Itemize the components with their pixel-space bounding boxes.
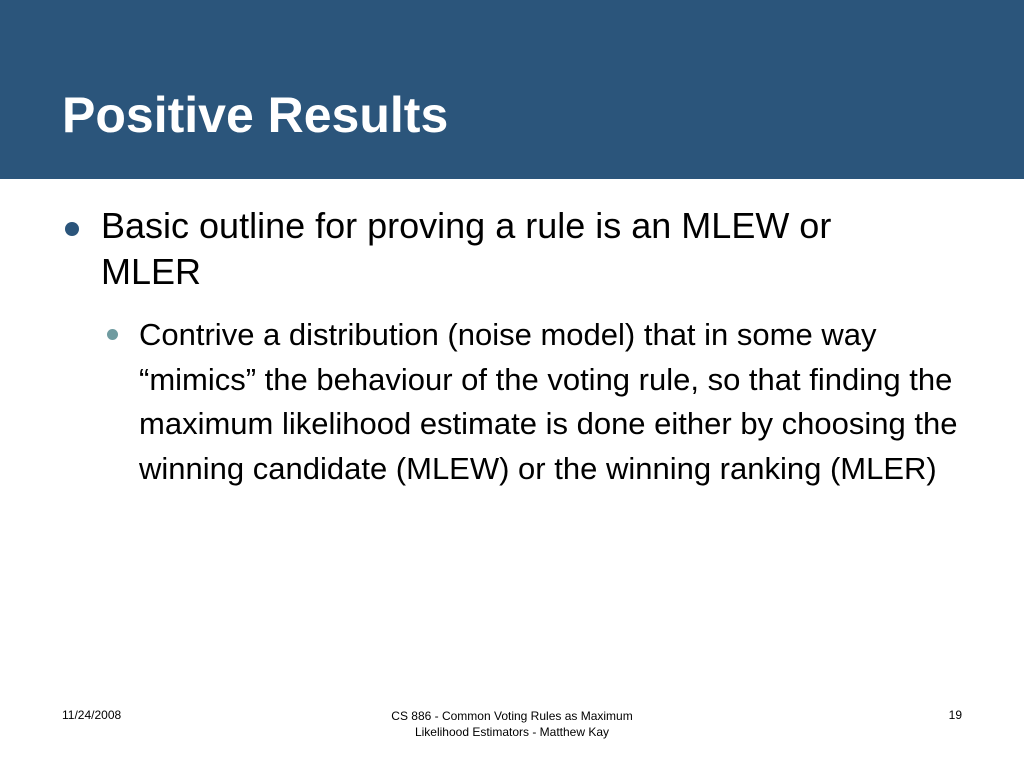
- footer-title: [312, 708, 712, 740]
- footer-title-line-2: Likelihood Estimators - Matthew Kay: [414, 725, 610, 739]
- bullet-dot-icon: [65, 222, 79, 236]
- title-band: [0, 0, 1024, 179]
- sub-bullet-dot-icon: [107, 329, 118, 340]
- footer-title-line-1: CS 886 - Common Voting Rules as Maximum: [391, 709, 633, 723]
- bullet-level-2: Contrive a distribution (noise model) that in some way “mimics” the behaviour of the voting rule, so that finding the maximum likelihood estimate is done either by choosing the winning candidate (MLEW) or the winning ranking (MLER): [139, 317, 958, 486]
- slide-title: Positive Results: [62, 87, 449, 143]
- page-number: 19: [948, 708, 962, 722]
- footer-date: 11/24/2008: [62, 708, 122, 722]
- bullet-level-1: Basic outline for proving a rule is an MLEW or MLER: [101, 205, 832, 292]
